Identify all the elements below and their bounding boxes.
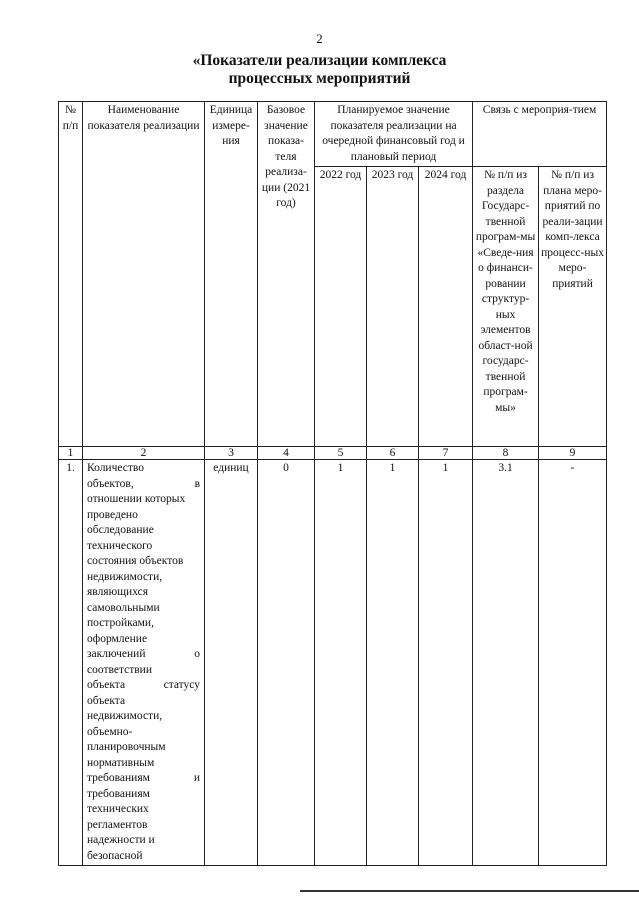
indicator-name-line bbox=[87, 647, 200, 663]
indicator-name-line: технического bbox=[87, 539, 153, 552]
indicator-name-line: нормативным bbox=[87, 756, 155, 769]
header-num: № п/п bbox=[59, 102, 83, 447]
column-number-4: 4 bbox=[258, 447, 315, 460]
indicator-name-word: статусу bbox=[163, 679, 200, 691]
column-number-3: 3 bbox=[205, 447, 258, 460]
row-2022: 1 bbox=[315, 460, 367, 866]
indicator-name-line: проведено bbox=[87, 508, 138, 521]
indicator-name-line: самовольными bbox=[87, 601, 160, 614]
header-planned: Планируемое значение показателя реализации на очередной финансовый год и плановый период bbox=[315, 102, 473, 167]
indicator-name-line: постройками, bbox=[87, 617, 154, 629]
header-year-2023: 2023 год bbox=[367, 167, 419, 447]
header-unit: Единица измере-ния bbox=[205, 102, 258, 447]
row-2023: 1 bbox=[367, 460, 419, 866]
row-unit: единиц bbox=[205, 460, 258, 866]
header-year-2024: 2024 год bbox=[419, 167, 473, 447]
header-link-plan: № п/п из плана меро-приятий по реали-зации комп-лекса процесс-ных меро-приятий bbox=[539, 167, 607, 447]
header-name: Наименование показателя реализации bbox=[83, 102, 205, 447]
row-link-plan: - bbox=[539, 460, 607, 866]
indicator-name-line: технических bbox=[87, 803, 149, 815]
column-number-6: 6 bbox=[367, 447, 419, 460]
indicator-name-line: объекта bbox=[87, 694, 126, 707]
header-link: Связь с мероприя-тием bbox=[473, 102, 607, 167]
title-line-1: «Показатели реализации комплекса bbox=[192, 52, 447, 69]
column-number-1: 1 bbox=[59, 447, 83, 460]
column-number-8: 8 bbox=[473, 447, 539, 460]
indicator-name-line: надежности и bbox=[87, 834, 155, 846]
column-number-9: 9 bbox=[539, 447, 607, 460]
row-link-program: 3.1 bbox=[473, 460, 539, 866]
indicator-name-line: оформление bbox=[87, 632, 148, 645]
bottom-rule bbox=[300, 890, 639, 892]
header-link-program: № п/п из раздела Государс-твенной програм-мы «Сведе-ния о финанси-ровании структур-ных элементов област-ной государс-твенной програм-мы» bbox=[473, 167, 539, 447]
indicator-name-word: в bbox=[194, 477, 200, 490]
indicator-name-word: заключений bbox=[87, 648, 146, 660]
row-base: 0 bbox=[258, 460, 315, 866]
indicator-name-word: объекта bbox=[87, 679, 126, 691]
indicator-name-line: недвижимости, bbox=[87, 570, 163, 583]
table-row bbox=[59, 460, 607, 866]
title-line-2: процессных мероприятий bbox=[228, 70, 411, 87]
column-number-row bbox=[59, 447, 607, 460]
indicator-name-line: требованиям bbox=[87, 787, 150, 800]
indicator-name-word: о bbox=[194, 648, 200, 660]
indicator-name-line bbox=[87, 678, 200, 694]
column-number-2: 2 bbox=[83, 447, 205, 460]
indicator-name-line bbox=[87, 771, 200, 787]
row-num: 1. bbox=[59, 460, 83, 866]
document-title bbox=[0, 52, 639, 88]
column-number-7: 7 bbox=[419, 447, 473, 460]
indicator-name-line: объемно- bbox=[87, 725, 133, 738]
indicator-name-line: планировочным bbox=[87, 741, 166, 753]
header-year-2022: 2022 год bbox=[315, 167, 367, 447]
indicator-name-line: состояния объектов bbox=[87, 555, 184, 567]
row-2024: 1 bbox=[419, 460, 473, 866]
indicator-name-line: Количество bbox=[87, 462, 144, 474]
indicator-name-word: и bbox=[193, 772, 200, 784]
indicator-name bbox=[83, 460, 205, 866]
page-number: 2 bbox=[316, 31, 323, 46]
column-number-5: 5 bbox=[315, 447, 367, 460]
indicator-name-line: недвижимости, bbox=[87, 710, 163, 722]
indicator-name-line: являющихся bbox=[87, 586, 149, 598]
indicator-name-line bbox=[87, 477, 200, 493]
indicator-name-word: объектов, bbox=[87, 477, 134, 490]
indicator-name-word: требованиям bbox=[87, 772, 150, 784]
indicator-name-line: соответствии bbox=[87, 663, 152, 676]
indicators-table bbox=[58, 101, 607, 866]
indicator-name-line: обследование bbox=[87, 524, 154, 536]
indicator-name-line: регламентов bbox=[87, 818, 148, 831]
indicator-name-line: безопасной bbox=[87, 849, 143, 862]
header-base: Базовое значение показа-теля реализа-ции (2021 год) bbox=[258, 102, 315, 447]
indicator-name-line: отношении которых bbox=[87, 493, 186, 505]
